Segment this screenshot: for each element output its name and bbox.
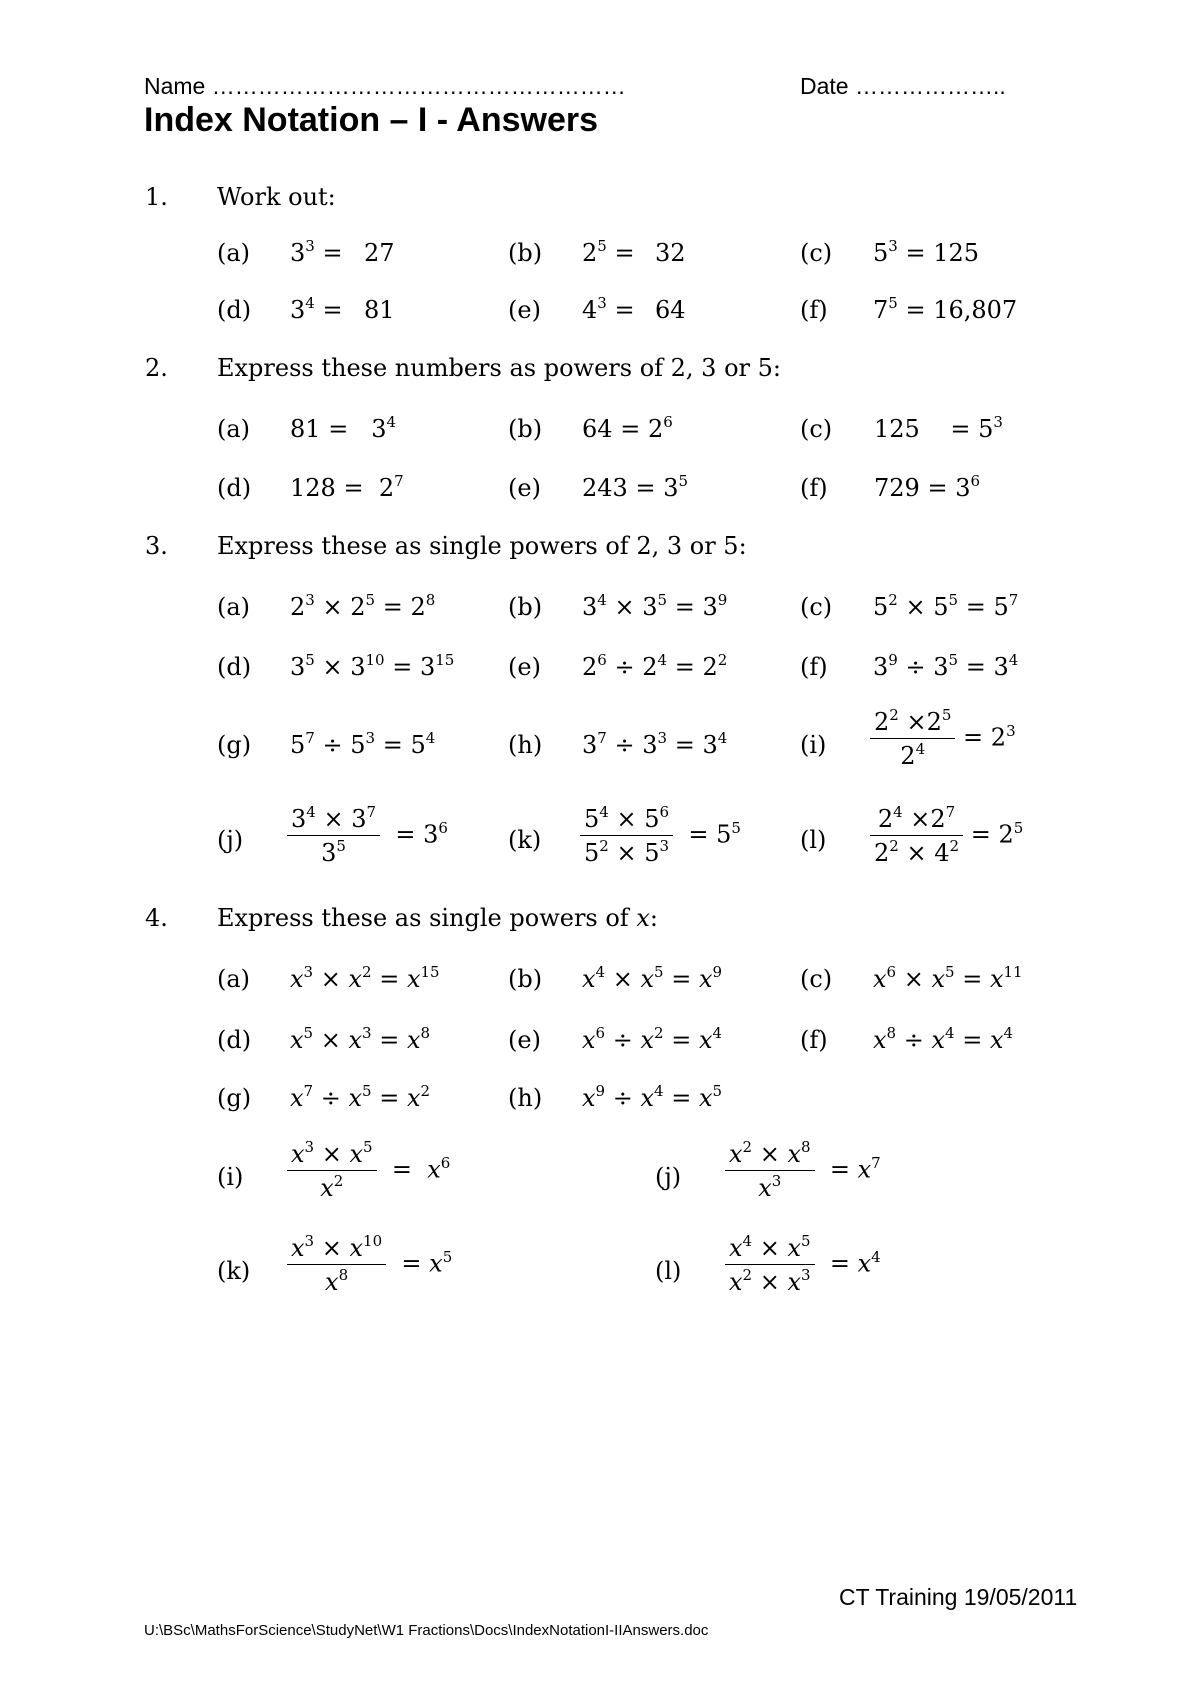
fraction [287,1234,386,1296]
part-label: (a) [217,239,251,267]
index-law-expression: $5^7 \div 5^3 = 5^4$ [290,729,436,759]
fraction-denominator: $x^2 \times x^3$ [729,1266,811,1296]
part-label: (f) [800,1026,828,1054]
fraction-expression: $\frac{x^3 \times x^5}{x^2}$ = $x^6$ [287,1140,450,1202]
part-label: (d) [217,1026,252,1054]
fraction [287,1140,377,1202]
answer-value: 64 [655,296,686,324]
part-label: (a) [217,593,251,621]
fraction-denominator: $x^8$ [325,1266,349,1296]
fraction-denominator: $5^2 \times 5^3$ [584,837,670,867]
fraction-expression: $\frac{2^4 \times 2^7}{2^2 \times 4^2}$ = $2^5$ [870,805,1023,867]
part-label: (l) [800,826,827,854]
question-prompt: Express these as single powers of 2, 3 or 5: [217,532,747,560]
part-label: (c) [800,965,833,993]
conversion-expression: 81 = $3^4$ [290,413,397,443]
variable-power-expression: $x^7 \div x^5 = x^2$ [290,1082,431,1112]
part-label: (b) [508,965,543,993]
part-label: (i) [800,731,827,759]
part-label: (e) [508,296,541,324]
answer-value: 32 [655,239,686,267]
index-law-expression: $5^2 \times 5^5 = 5^7$ [873,591,1019,621]
footer-credit: CT Training 19/05/2011 [839,1584,1078,1610]
index-law-expression: $3^7 \div 3^3 = 3^4$ [582,729,728,759]
part-label: (f) [800,296,828,324]
index-law-expression: $3^4 \times 3^5 = 3^9$ [582,591,728,621]
power-expression: $3^3$ = [290,237,343,267]
part-label: (f) [800,653,828,681]
name-field: Name ……………………………………………… [144,73,626,99]
power-expression: $4^3$ = [582,294,635,324]
part-label: (g) [217,731,252,759]
fraction-denominator: $3^5$ [321,837,346,867]
question-number: 3. [145,532,168,560]
question-number: 1. [145,183,168,211]
fraction [725,1140,815,1202]
fraction-denominator: $2^2 \times 4^2$ [874,837,960,867]
part-label: (j) [655,1163,682,1191]
variable-power-expression: $x^3 \times x^2 = x^{15}$ [290,963,440,993]
conversion-expression: 125 = $5^3$ [874,413,1003,443]
fraction [580,805,673,867]
fraction-expression: $\frac{x^3 \times x^{10}}{x^8}$ = $x^5$ [287,1234,452,1296]
index-law-expression: $3^9 \div 3^5 = 3^4$ [873,651,1019,681]
question-number: 4. [145,904,168,932]
variable-power-expression: $x^6 \times x^5 = x^{11}$ [873,963,1023,993]
fraction-numerator: $x^4 \times x^5$ [725,1234,815,1265]
fraction-numerator: $2^4 \times 2^7$ [870,805,963,836]
index-law-expression: $2^3 \times 2^5 = 2^8$ [290,591,436,621]
index-law-expression: $3^5 \times 3^{10} = 3^{15}$ [290,651,455,681]
question-prompt: Express these numbers as powers of 2, 3 or 5: [217,354,781,382]
fraction [725,1234,815,1296]
part-label: (b) [508,239,543,267]
fraction-numerator: $5^4 \times 5^6$ [580,805,673,836]
part-label: (l) [655,1257,682,1285]
date-field: Date ……………….. [800,73,1006,99]
variable-power-expression: $x^8 \div x^4 = x^4$ [873,1024,1014,1054]
fraction-denominator: $x^2$ [320,1172,344,1202]
part-label: (e) [508,474,541,502]
part-label: (a) [217,415,251,443]
part-label: (j) [217,826,244,854]
answer-value: 27 [364,239,395,267]
part-label: (i) [217,1163,244,1191]
part-label: (d) [217,474,252,502]
fraction-expression: $\frac{3^4 \times 3^7}{3^5}$ = $3^6$ [287,805,448,867]
fraction-expression: $\frac{x^2 \times x^8}{x^3}$ = $x^7$ [725,1140,881,1202]
fraction-denominator: $x^3$ [758,1172,782,1202]
fraction-numerator: $2^2 \times 2^5$ [870,708,955,739]
power-expression: $7^5 = 16,807$ [873,294,1018,324]
conversion-expression: $64 = 2^6$ [582,413,673,443]
answer-value: 81 [364,296,395,324]
fraction-numerator: $x^3 \times x^{10}$ [287,1234,386,1265]
question-prompt: Work out: [217,183,336,211]
part-label: (a) [217,965,251,993]
variable-power-expression: $x^9 \div x^4 = x^5$ [582,1082,723,1112]
power-expression: $5^3 = 125$ [873,237,980,267]
part-label: (k) [217,1257,251,1285]
page-title: Index Notation – I - Answers [144,101,599,139]
variable-power-expression: $x^4 \times x^5 = x^9$ [582,963,723,993]
question-prompt: Express these as single powers of x: [217,904,658,932]
fraction-numerator: $x^3 \times x^5$ [287,1140,377,1171]
part-label: (h) [508,1084,543,1112]
part-label: (h) [508,731,543,759]
part-label: (e) [508,1026,541,1054]
question-number: 2. [145,354,168,382]
part-label: (d) [217,653,252,681]
variable-power-expression: $x^6 \div x^2 = x^4$ [582,1024,723,1054]
part-label: (c) [800,415,833,443]
part-label: (k) [508,826,542,854]
conversion-expression: $729 = 3^6$ [874,472,981,502]
conversion-expression: $128 = 2^7$ [290,472,404,502]
index-law-expression: $2^6 \div 2^4 = 2^2$ [582,651,728,681]
conversion-expression: $243 = 3^5$ [582,472,689,502]
fraction [287,805,380,867]
fraction-expression: $\frac{x^4 \times x^5}{x^2 \times x^3}$ = $x^4$ [725,1234,881,1296]
fraction-numerator: $3^4 \times 3^7$ [287,805,380,836]
part-label: (c) [800,239,833,267]
part-label: (e) [508,653,541,681]
part-label: (c) [800,593,833,621]
fraction [870,805,963,867]
part-label: (d) [217,296,252,324]
power-expression: $2^5$ = [582,237,635,267]
power-expression: $3^4$ = [290,294,343,324]
variable-power-expression: $x^5 \times x^3 = x^8$ [290,1024,431,1054]
fraction-expression: $\frac{5^4 \times 5^6}{5^2 \times 5^3}$ = $5^5$ [580,805,741,867]
fraction-numerator: $x^2 \times x^8$ [725,1140,815,1171]
file-path: U:\BSc\MathsForScience\StudyNet\W1 Fractions\Docs\IndexNotationI-IIAnswers.doc [144,1622,709,1639]
part-label: (b) [508,593,543,621]
fraction-expression: $\frac{2^2 \times 2^5}{2^4}$ = $2^3$ [870,708,1016,770]
part-label: (b) [508,415,543,443]
part-label: (f) [800,474,828,502]
part-label: (g) [217,1084,252,1112]
fraction [870,708,955,770]
fraction-denominator: $2^4$ [900,740,926,770]
